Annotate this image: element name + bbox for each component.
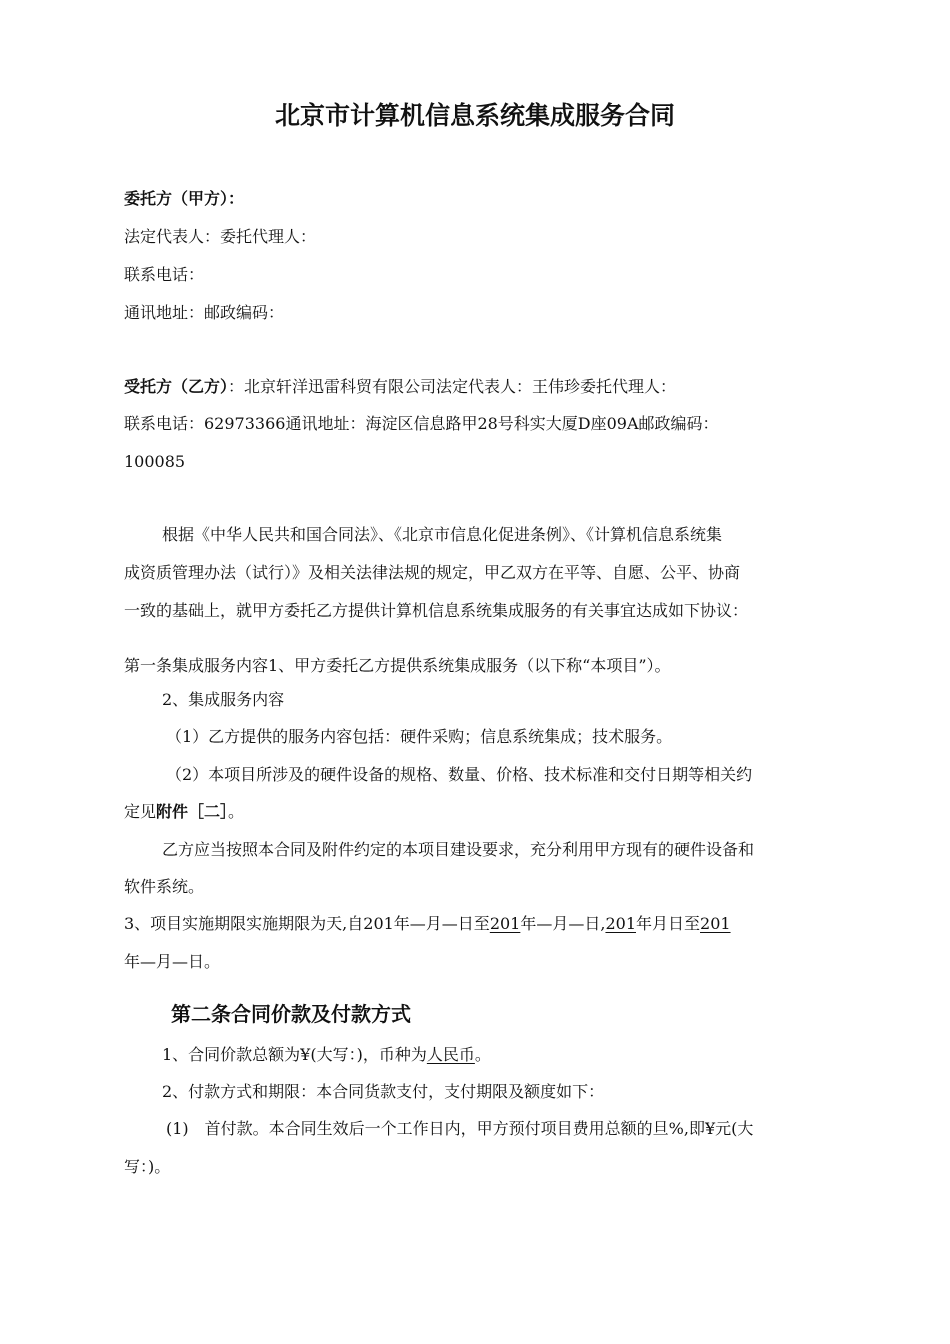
article-1-item-2: 2、集成服务内容: [162, 690, 285, 709]
party-a-heading: 委托方（甲方）：: [124, 189, 245, 208]
article-2-heading: 第二条合同价款及付款方式: [171, 1002, 411, 1026]
article-1-sub-2-line-2: [124, 802, 244, 822]
article-2-sub-1-line-1: (1) 首付款。本合同生效后一个工作日内，甲方预付项目费用总额的旦%,即¥元(大: [166, 1119, 754, 1138]
term-year-2: 201: [605, 914, 636, 933]
term-mid-2: 年月日至: [636, 914, 701, 933]
document-title: 北京市计算机信息系统集成服务合同: [274, 101, 675, 130]
term-prefix: 3、项目实施期限实施期限为天,自201年—月—日至: [124, 914, 490, 933]
currency: 人民币: [426, 1045, 475, 1064]
preamble-line-1: 根据《中华人民共和国合同法》、《北京市信息化促进条例》、《计算机信息系统集: [162, 525, 723, 544]
article-2-item-1: [162, 1045, 491, 1065]
sub-2-prefix: 定见: [124, 802, 157, 821]
term-year-3: 201: [700, 914, 731, 933]
article-2-item-2: 2、付款方式和期限：本合同货款支付，支付期限及额度如下：: [162, 1082, 605, 1101]
appendix-reference: 附件［二］: [156, 802, 229, 821]
party-b-postcode: 100085: [124, 452, 186, 471]
sub-2-suffix: 。: [228, 802, 245, 821]
party-b-phone-address: 联系电话：62973366通讯地址：海淀区信息路甲28号科实大厦D座09A邮政编码：: [124, 414, 719, 433]
party-a-legal-rep: 法定代表人：委托代理人：: [124, 227, 317, 246]
party-b-heading: 受托方（乙方）: [124, 377, 229, 396]
preamble-line-3: 一致的基础上，就甲方委托乙方提供计算机信息系统集成服务的有关事宜达成如下协议：: [124, 601, 749, 620]
article-2-sub-1-line-2: 写：)。: [124, 1157, 171, 1176]
requirement-line-1: 乙方应当按照本合同及附件约定的本项目建设要求，充分利用甲方现有的硬件设备和: [162, 840, 755, 859]
article-1-sub-1: （1）乙方提供的服务内容包括：硬件采购；信息系统集成；技术服务。: [166, 727, 673, 746]
party-b-details: ：北京轩洋迅雷科贸有限公司法定代表人：王伟珍委托代理人：: [228, 377, 677, 396]
article-1-intro: 第一条集成服务内容1、甲方委托乙方提供系统集成服务（以下称“本项目”）。: [124, 656, 671, 675]
party-a-phone: 联系电话：: [124, 265, 205, 284]
term-line: [124, 914, 731, 934]
party-b-heading-line: [124, 377, 676, 397]
term-year-1: 201: [489, 914, 521, 933]
requirement-line-2: 软件系统。: [124, 877, 205, 896]
price-text: 1、合同价款总额为¥(大写：)，币种为: [162, 1045, 427, 1064]
term-line-end: 年—月—日。: [124, 952, 221, 971]
article-1-sub-2-line-1: （2）本项目所涉及的硬件设备的规格、数量、价格、技术标准和交付日期等相关约: [166, 765, 753, 784]
term-mid-1: 年—月—日,: [520, 914, 606, 933]
price-suffix: 。: [474, 1045, 491, 1064]
preamble-line-2: 成资质管理办法（试行）》及相关法律法规的规定，甲乙双方在平等、自愿、公平、协商: [124, 563, 741, 582]
party-a-address: 通讯地址：邮政编码：: [124, 303, 285, 322]
